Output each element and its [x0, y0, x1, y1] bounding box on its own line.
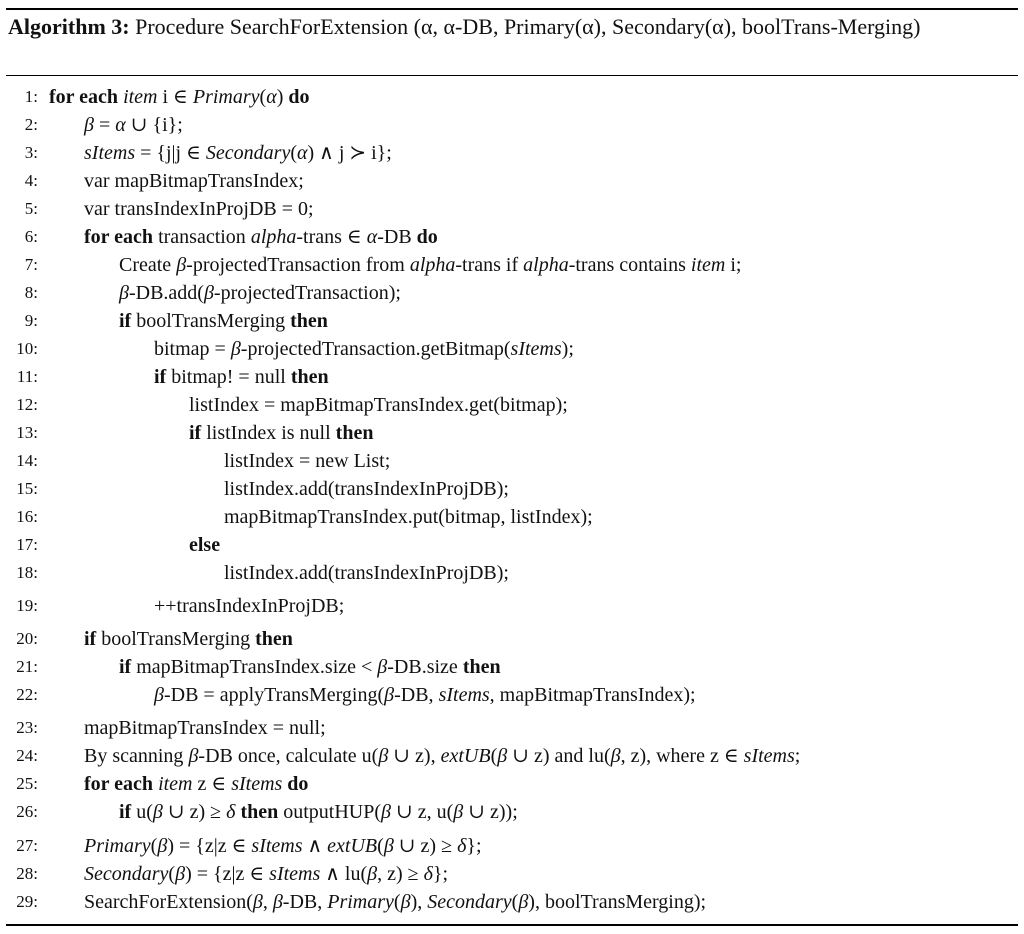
algorithm-line — [0, 531, 1024, 559]
algorithm-line — [0, 592, 1024, 620]
algorithm-line — [0, 832, 1024, 860]
algorithm-line — [0, 475, 1024, 503]
line-code: listIndex.add(transIndexInProjDB); — [224, 478, 509, 500]
algorithm-line — [0, 559, 1024, 587]
algorithm-line — [0, 653, 1024, 681]
line-code: β-DB.add(β-projectedTransaction); — [119, 282, 401, 304]
line-code: mapBitmapTransIndex.put(bitmap, listIndex); — [224, 506, 593, 528]
line-code: if bitmap! = null then — [154, 366, 329, 388]
line-code: listIndex = mapBitmapTransIndex.get(bitmap); — [189, 394, 568, 416]
line-number: 25: — [16, 774, 38, 793]
line-code: if mapBitmapTransIndex.size < β-DB.size then — [119, 656, 501, 678]
line-code: for each item z ∈ sItems do — [84, 773, 309, 795]
algorithm-line — [0, 742, 1024, 770]
algorithm-line — [0, 111, 1024, 139]
line-code: var mapBitmapTransIndex; — [84, 170, 304, 192]
line-number: 10: — [16, 339, 38, 358]
line-code: Secondary(β) = {z|z ∈ sItems ∧ lu(β, z) ≥ δ}; — [84, 863, 449, 885]
line-code: listIndex.add(transIndexInProjDB); — [224, 562, 509, 584]
algorithm-line — [0, 714, 1024, 742]
algorithm-line — [0, 251, 1024, 279]
algorithm-line — [0, 447, 1024, 475]
line-number: 13: — [16, 423, 38, 442]
line-code: By scanning β-DB once, calculate u(β ∪ z), extUB(β ∪ z) and lu(β, z), where z ∈ sItems; — [84, 745, 801, 767]
line-number: 22: — [16, 685, 38, 704]
line-code: var transIndexInProjDB = 0; — [84, 198, 314, 220]
algorithm-line — [0, 223, 1024, 251]
algorithm-line — [0, 335, 1024, 363]
algorithm-line — [0, 770, 1024, 798]
line-number: 3: — [24, 143, 38, 162]
line-code: listIndex = new List; — [224, 450, 391, 472]
line-number: 8: — [24, 283, 38, 302]
algorithm-line — [0, 363, 1024, 391]
line-number: 4: — [24, 171, 38, 190]
algorithm-line — [0, 503, 1024, 531]
line-number: 2: — [24, 115, 38, 134]
line-number: 23: — [16, 718, 38, 737]
algorithm-line — [0, 681, 1024, 709]
line-code: sItems = {j|j ∈ Secondary(α) ∧ j ≻ i}; — [84, 142, 392, 164]
algorithm-line — [0, 888, 1024, 916]
line-number: 6: — [24, 227, 38, 246]
line-number: 16: — [16, 507, 38, 526]
algorithm-title: Procedure SearchForExtension (α, α-DB, Primary(α), Secondary(α), boolTrans-Merging) — [135, 14, 921, 39]
line-number: 5: — [24, 199, 38, 218]
line-number: 9: — [24, 311, 38, 330]
line-code: if boolTransMerging then — [84, 628, 293, 650]
line-code: if boolTransMerging then — [119, 310, 328, 332]
line-number: 1: — [24, 87, 38, 106]
line-number: 7: — [24, 255, 38, 274]
line-number: 19: — [16, 596, 38, 615]
algorithm-line — [0, 83, 1024, 111]
line-code: ++transIndexInProjDB; — [154, 595, 345, 617]
algorithm-header — [8, 12, 1016, 41]
line-number: 29: — [16, 892, 38, 911]
line-number: 12: — [16, 395, 38, 414]
top-rule — [6, 8, 1018, 10]
algorithm-label: Algorithm 3: — [8, 14, 130, 39]
line-code: Create β-projectedTransaction from alpha-trans if alpha-trans contains item i; — [119, 254, 742, 276]
line-number: 14: — [16, 451, 38, 470]
line-code: bitmap = β-projectedTransaction.getBitmap(sItems); — [154, 338, 574, 360]
line-number: 18: — [16, 563, 38, 582]
line-code: β-DB = applyTransMerging(β-DB, sItems, mapBitmapTransIndex); — [154, 684, 696, 706]
line-number: 21: — [16, 657, 38, 676]
line-code: mapBitmapTransIndex = null; — [84, 717, 326, 739]
line-number: 15: — [16, 479, 38, 498]
line-code: if listIndex is null then — [189, 422, 374, 444]
algorithm-line — [0, 625, 1024, 653]
line-code: Primary(β) = {z|z ∈ sItems ∧ extUB(β ∪ z) ≥ δ}; — [84, 835, 482, 857]
line-number: 27: — [16, 836, 38, 855]
line-number: 24: — [16, 746, 38, 765]
algorithm-line — [0, 195, 1024, 223]
line-number: 28: — [16, 864, 38, 883]
bottom-rule — [6, 924, 1018, 926]
line-code: else — [189, 534, 221, 556]
line-code: if u(β ∪ z) ≥ δ then outputHUP(β ∪ z, u(β ∪ z)); — [119, 801, 518, 823]
algorithm-line — [0, 860, 1024, 888]
header-rule — [6, 75, 1018, 76]
line-number: 20: — [16, 629, 38, 648]
line-number: 11: — [16, 367, 38, 386]
line-number: 17: — [16, 535, 38, 554]
line-code: for each transaction alpha-trans ∈ α-DB do — [84, 226, 438, 248]
algorithm-line — [0, 279, 1024, 307]
algorithm-line — [0, 167, 1024, 195]
line-number: 26: — [16, 802, 38, 821]
line-code: SearchForExtension(β, β-DB, Primary(β), Secondary(β), boolTransMerging); — [84, 891, 707, 913]
line-code: β = α ∪ {i}; — [84, 114, 183, 136]
algorithm-line — [0, 391, 1024, 419]
algorithm-line — [0, 139, 1024, 167]
algorithm-line — [0, 798, 1024, 826]
algorithm-line — [0, 307, 1024, 335]
algorithm-line — [0, 419, 1024, 447]
line-code: for each item i ∈ Primary(α) do — [49, 86, 310, 108]
